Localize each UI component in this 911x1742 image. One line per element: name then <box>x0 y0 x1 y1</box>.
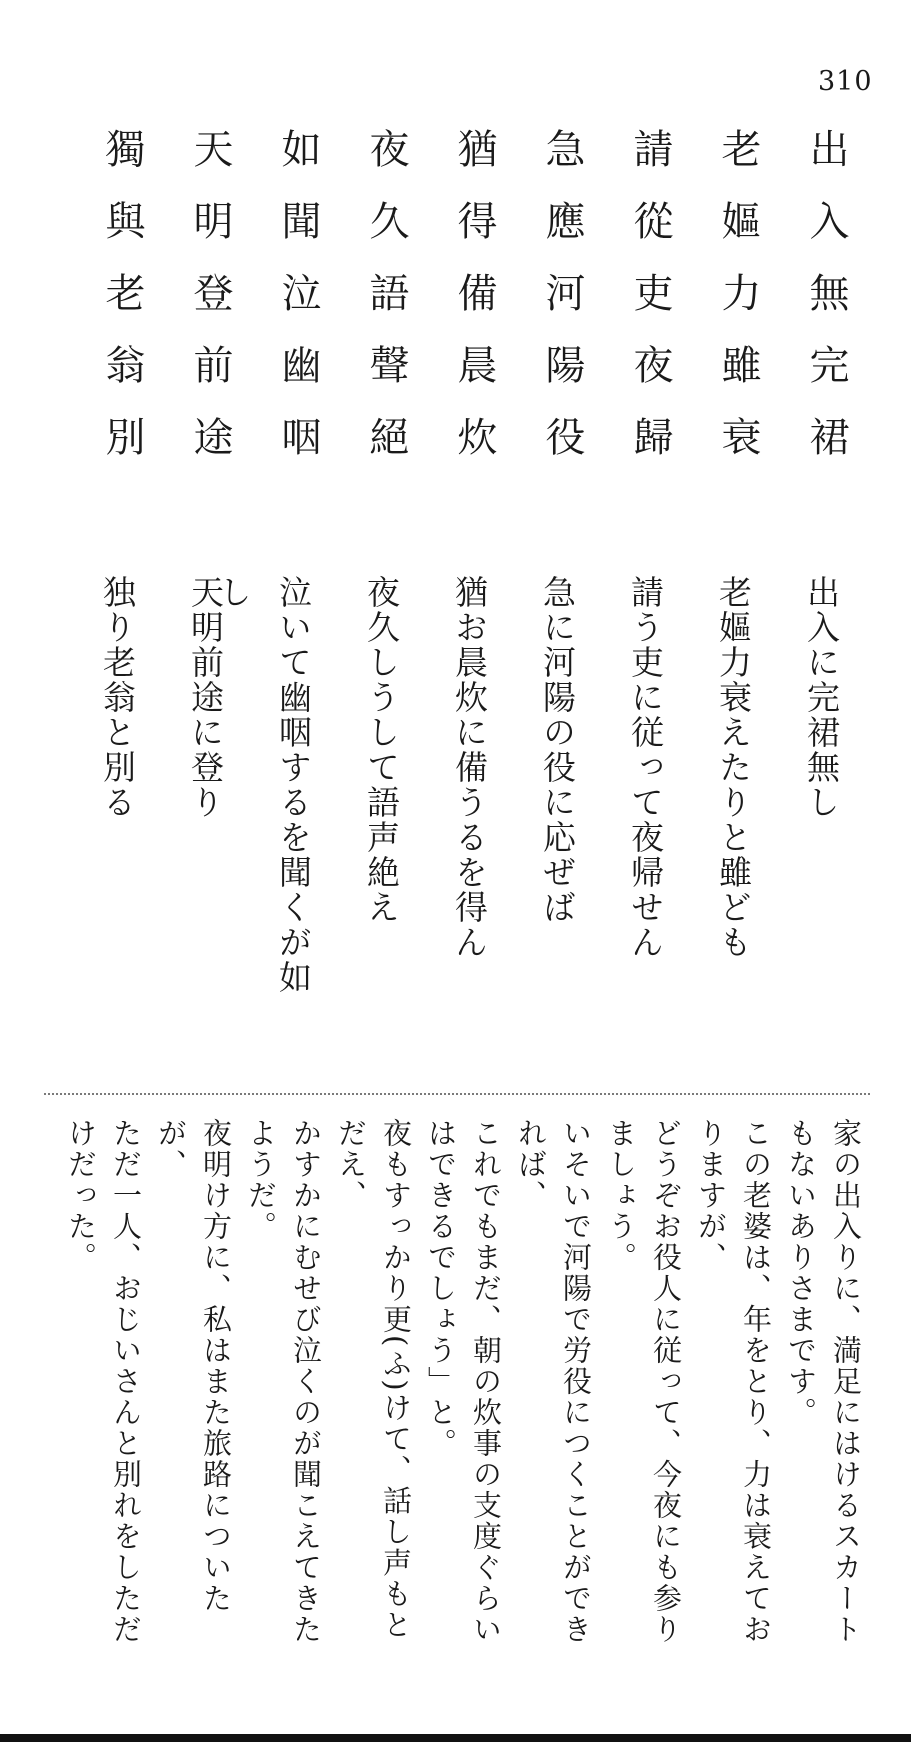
reading-line: 独り老翁と別る <box>98 575 137 820</box>
translation-line: いそいで河陽で労役につくことができ <box>559 1118 593 1645</box>
reading-line: 天明前途に登り <box>186 575 225 820</box>
section-divider <box>44 1093 870 1095</box>
reading-line: 出入に完裙無し <box>802 575 841 820</box>
translation-line: かすかにむせび泣くのが聞こえてきた <box>289 1118 323 1645</box>
reading-line: 夜久しうして語声絶え <box>362 575 401 925</box>
kanbun-line: 獨與老翁別 <box>99 128 145 488</box>
translation-line: れば、 <box>514 1118 548 1211</box>
kanbun-line: 如聞泣幽咽 <box>275 128 321 488</box>
translation-line: もないありさまです。 <box>784 1118 818 1428</box>
translation-line: ましょう。 <box>604 1118 638 1273</box>
translation-line: これでもまだ、朝の炊事の支度ぐらい <box>469 1118 503 1645</box>
bottom-rule <box>0 1734 911 1742</box>
reading-line: 請う吏に従って夜帰せん <box>626 575 665 960</box>
translation-line: 夜もすっかり更(ふ)けて、話し声もと <box>379 1118 413 1641</box>
translation-line: 夜明け方に、私はまた旅路についた <box>199 1118 233 1614</box>
reading-line: 泣いて幽咽するを聞くが如し <box>214 575 313 995</box>
translation-line: けだった。 <box>64 1118 98 1273</box>
kanbun-line: 夜久語聲絕 <box>363 128 409 488</box>
reading-line: 老嫗力衰えたりと雖ども <box>714 575 753 960</box>
translation-line: だえ、 <box>334 1118 368 1211</box>
translation-line: はできるでしょう」と。 <box>424 1118 458 1459</box>
translation-line: が、 <box>154 1118 188 1180</box>
translation-line: どうぞお役人に従って、今夜にも参り <box>649 1118 683 1645</box>
page-number: 310 <box>818 66 873 97</box>
kanbun-line: 猶得備晨炊 <box>451 128 497 488</box>
translation-line: ようだ。 <box>244 1118 278 1242</box>
reading-line: 急に河陽の役に応ぜば <box>538 575 577 925</box>
reading-line: 猶お晨炊に備うるを得ん <box>450 575 489 960</box>
translation-line: 家の出入りに、満足にはけるスカート <box>829 1118 863 1645</box>
kanbun-line: 老嫗力雖衰 <box>715 128 761 488</box>
kanbun-line: 天明登前途 <box>187 128 233 488</box>
translation-line: りますが、 <box>694 1118 728 1273</box>
translation-line: この老婆は、年をとり、力は衰えてお <box>739 1118 773 1645</box>
translation-line: ただ一人、おじいさんと別れをしただ <box>109 1118 143 1645</box>
kanbun-line: 出入無完裙 <box>803 128 849 488</box>
kanbun-line: 急應河陽役 <box>539 128 585 488</box>
kanbun-line: 請從吏夜歸 <box>627 128 673 488</box>
